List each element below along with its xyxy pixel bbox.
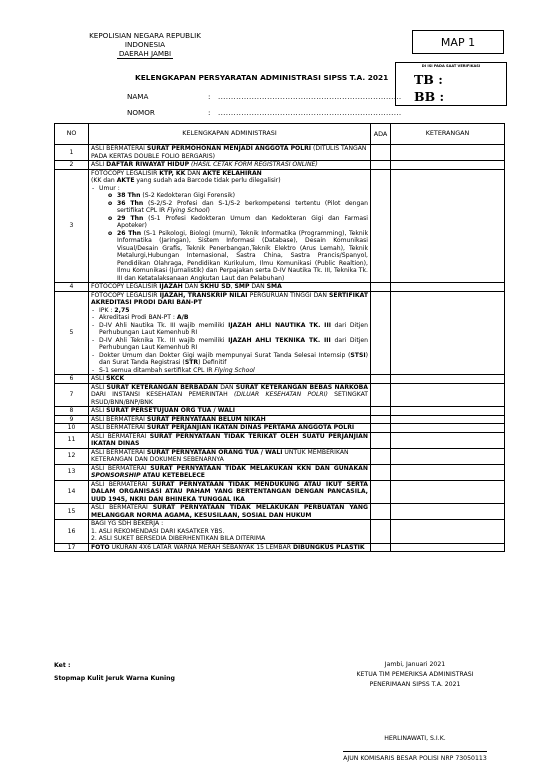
keterangan-cell[interactable] (391, 543, 505, 552)
requirement-2: ASLI DAFTAR RIWAYAT HIDUP (HASIL CETAK FORM REGISTRASI ONLINE) (89, 161, 371, 170)
keterangan-cell[interactable] (391, 375, 505, 384)
table-row: 9 ASLI BERMATERAI SURAT PERNYATAAN BELUM NIKAH (55, 415, 505, 424)
keterangan-cell[interactable] (391, 448, 505, 464)
table-row: 13 ASLI BERMATERAI SURAT PERNYATAAN TIDAK MELAKUKAN KKN DAN GUNAKAN SPONSORSHIP ATAU KETEBELECE (55, 464, 505, 480)
requirement-8: ASLI SURAT PERSETUJUAN ORG TUA / WALI (89, 407, 371, 416)
keterangan-cell[interactable] (391, 504, 505, 520)
keterangan-cell[interactable] (391, 145, 505, 161)
requirement-10: ASLI BERMATERAI SURAT PERJANJIAN IKATAN DINAS PERTAMA ANGGOTA POLRI (89, 424, 371, 433)
requirement-6: ASLI SKCK (89, 375, 371, 384)
nomor-colon: : (208, 108, 211, 117)
requirement-13: ASLI BERMATERAI SURAT PERNYATAAN TIDAK MELAKUKAN KKN DAN GUNAKAN SPONSORSHIP ATAU KETEBELECE (89, 464, 371, 480)
ada-check[interactable] (371, 383, 391, 407)
table-row: 2 ASLI DAFTAR RIWAYAT HIDUP (HASIL CETAK FORM REGISTRASI ONLINE) (55, 161, 505, 170)
verification-box (395, 62, 507, 106)
verification-caption: DI ISI PADA SAAT VERIFIKASI (421, 64, 481, 68)
ada-check[interactable] (371, 161, 391, 170)
requirement-3: FOTOCOPY LEGALISIR KTP, KK DAN AKTE KELAHIRAN (KK dan AKTE yang sudah ada Barcode tidak perlu dilegalisir) - Umur : o 38 Thn (S-2 Kedokteran Gigi Forensik) o 36 Thn (S-2/S-2 Profesi dan S-1/S-2 berkompetensi tertentu (Pilot dengan sertifikat CPL IR Flying School) o 29 Thn (S-1 Profesi Kedokteran Umum dan Kedokteran Gigi dan Farmasi Apoteker) o 26 Thn (S-1 Psikologi, Biologi (murni), Teknik Informatika (Programming), Teknik Informatika (Jaringan), Sistem Informasi (Database), Desain Komunikasi Visual/Desain Grafis, Teknik Penerbangan,Teknik Elektro (Arus Lemah), Teknik Metalurgi,Hubungan Internasional, Sastra China, Sastra Prancis/Spanyol, Pendidikan Olahraga, Pendidikan Kurikulum, Ilmu Komunikasi (Public Realtion), Ilmu Komunikasi (Jurnalistik) dan Perpajakan serta D-IV Nautika Tk. III, Teknika Tk. III dan Ketatalaksanaan Angkutan Laut dan Pelabuhan) (89, 169, 371, 283)
signer-block (320, 733, 510, 764)
table-row: 8 ASLI SURAT PERSETUJUAN ORG TUA / WALI (55, 407, 505, 416)
keterangan-cell[interactable] (391, 480, 505, 504)
col-item: KELENGKAPAN ADMINISTRASI (89, 124, 371, 145)
ketua-title-2: PENERIMAAN SIPSS T.A. 2021 (369, 681, 461, 688)
requirement-5: FOTOCOPY LEGALISIR IJAZAH, TRANSKRIP NILAI PERGURUAN TINGGI DAN SERTIFIKAT AKREDITASI PRODI DARI BAN-PT - IPK : 2,75 - Akreditasi Prodi BAN-PT : A/B - D-IV Ahli Nautika Tk. III wajib memiliki IJAZAH AHLI NAUTIKA TK. III dari Ditjen Perhubungan Laut Kemenhub RI - D-IV Ahli Teknika Tk. III wajib memiliki IJAZAH AHLI TEKNIKA TK. III dari Ditjen Perhubungan Laut Kemenhub RI - Dokter Umum dan Dokter Gigi wajib mempunyai Surat Tanda Selesai Internsip (STSI) dan Surat Tanda Registrasi (STR) Definitif - S-1 semua ditambah sertifikat CPL IR Flying School (89, 291, 371, 375)
table-row: 15 ASLI BERMATERAI SURAT PERNYATAAN TIDAK MELAKUKAN PERBUATAN YANG MELANGGAR NORMA AGAMA, KESUSILAAN, SOSIAL DAN HUKUM (55, 504, 505, 520)
footer-stopmap: Stopmap Kulit Jeruk Warna Kuning (54, 675, 175, 682)
table-row: 6 ASLI SKCK (55, 375, 505, 384)
table-row: 4 FOTOCOPY LEGALISIR IJAZAH DAN SKHU SD, SMP DAN SMA (55, 283, 505, 292)
ada-check[interactable] (371, 424, 391, 433)
ada-check[interactable] (371, 283, 391, 292)
signer-name: HERLINAWATI, S.I.K. (384, 735, 446, 742)
keterangan-cell[interactable] (391, 415, 505, 424)
ada-check[interactable] (371, 415, 391, 424)
keterangan-cell[interactable] (391, 520, 505, 544)
ada-check[interactable] (371, 543, 391, 552)
requirement-17: FOTO UKURAN 4X6 LATAR WARNA MERAH SEBANYAK 15 LEMBAR DIBUNGKUS PLASTIK (89, 543, 371, 552)
nama-colon: : (208, 92, 211, 101)
ada-check[interactable] (371, 407, 391, 416)
requirements-table (54, 123, 505, 552)
table-header-row (55, 124, 505, 145)
table-row: 16 BAGI YG SDH BEKERJA : 1. ASLI REKOMENDASI DARI KASATKER YBS. 2. ASLI SUKET BERSEDIA DIBERHENTIKAN BILA DITERIMA (55, 520, 505, 544)
keterangan-cell[interactable] (391, 424, 505, 433)
requirement-9: ASLI BERMATERAI SURAT PERNYATAAN BELUM NIKAH (89, 415, 371, 424)
tb-label: TB : (414, 72, 443, 87)
ada-check[interactable] (371, 375, 391, 384)
table-row: 1 ASLI BERMATERAI SURAT PERMOHONAN MENJADI ANGGOTA POLRI (DITULIS TANGAN PADA KERTAS DOUBLE FOLIO BERGARIS) (55, 145, 505, 161)
keterangan-cell[interactable] (391, 383, 505, 407)
table-row: 17 FOTO UKURAN 4X6 LATAR WARNA MERAH SEBANYAK 15 LEMBAR DIBUNGKUS PLASTIK (55, 543, 505, 552)
table-row: 10 ASLI BERMATERAI SURAT PERJANJIAN IKATAN DINAS PERTAMA ANGGOTA POLRI (55, 424, 505, 433)
col-ket: KETERANGAN (391, 124, 505, 145)
nama-field: ....................................................................... (218, 92, 402, 101)
ada-check[interactable] (371, 291, 391, 375)
signature-block (330, 660, 500, 690)
ada-check[interactable] (371, 432, 391, 448)
map-label: MAP 1 (412, 30, 504, 54)
letterhead-line-3: DAERAH JAMBI (118, 49, 172, 58)
letterhead (70, 31, 220, 59)
keterangan-cell[interactable] (391, 464, 505, 480)
ada-check[interactable] (371, 169, 391, 283)
document-title: KELENGKAPAN PERSYARATAN ADMINISTRASI SIPSS T.A. 2021 (135, 73, 389, 82)
requirement-15: ASLI BERMATERAI SURAT PERNYATAAN TIDAK MELAKUKAN PERBUATAN YANG MELANGGAR NORMA AGAMA, KESUSILAAN, SOSIAL DAN HUKUM (89, 504, 371, 520)
footer-ket: Ket : (54, 662, 71, 669)
keterangan-cell[interactable] (391, 161, 505, 170)
requirement-16: BAGI YG SDH BEKERJA : 1. ASLI REKOMENDASI DARI KASATKER YBS. 2. ASLI SUKET BERSEDIA DIBERHENTIKAN BILA DITERIMA (89, 520, 371, 544)
requirement-7: ASLI SURAT KETERANGAN BERBADAN DAN SURAT KETERANGAN BEBAS NARKOBA DARI INSTANSI KESEHATAN PEMERINTAH (DILUAR KESEHATAN POLRI) SETINGKAT RSUD/BNN/BNP/BNK (89, 383, 371, 407)
nomor-field: ....................................................................... (218, 108, 402, 117)
table-row: 11 ASLI BERMATERAI SURAT PERNYATAAN TIDAK TERIKAT OLEH SUATU PERJANJIAN IKATAN DINAS (55, 432, 505, 448)
letterhead-line-2: INDONESIA (124, 40, 166, 49)
table-row: 14 ASLI BERMATERAI SURAT PERNYATAAN TIDAK MENDUKUNG ATAU IKUT SERTA DALAM ORGANISASI ATAU PAHAM YANG BERTENTANGAN DENGAN PANCASILA, UUD 1945, NKRI DAN BHINEKA TUNGGAL IKA (55, 480, 505, 504)
requirement-1: ASLI BERMATERAI SURAT PERMOHONAN MENJADI ANGGOTA POLRI (DITULIS TANGAN PADA KERTAS DOUBLE FOLIO BERGARIS) (89, 145, 371, 161)
nama-label: NAMA (127, 92, 149, 101)
table-row: 12 ASLI BERMATERAI SURAT PERNYATAAN ORANG TUA / WALI UNTUK MEMBERIKAN KETERANGAN DAN DOKUMEN SEBENARNYA (55, 448, 505, 464)
table-row: 3 FOTOCOPY LEGALISIR KTP, KK DAN AKTE KELAHIRAN (KK dan AKTE yang sudah ada Barcode tidak perlu dilegalisir) - Umur : o 38 Thn (S-2 Kedokteran Gigi Forensik) o 36 Thn (S-2/S-2 Profesi dan S-1/S-2 berkompetensi tertentu (Pilot dengan sertifikat CPL IR Flying School) o 29 Thn (S-1 Profesi Kedokteran Umum dan Kedokteran Gigi dan Farmasi Apoteker) o 26 Thn (S-1 Psikologi, Biologi (murni), Teknik Informatika (Programming), Teknik Informatika (Jaringan), Sistem Informasi (Database), Desain Komunikasi Visual/Desain Grafis, Teknik Penerbangan,Teknik Elektro (Arus Lemah), Teknik Metalurgi,Hubungan Internasional, Sastra China, Sastra Prancis/Spanyol, Pendidikan Olahraga, Pendidikan Kurikulum, Ilmu Komunikasi (Public Realtion), Ilmu Komunikasi (Jurnalistik) dan Perpajakan serta D-IV Nautika Tk. III, Teknika Tk. III dan Ketatalaksanaan Angkutan Laut dan Pelabuhan) (55, 169, 505, 283)
col-ada: ADA (371, 124, 391, 145)
keterangan-cell[interactable] (391, 407, 505, 416)
nomor-label: NOMOR (127, 108, 155, 117)
requirement-4: FOTOCOPY LEGALISIR IJAZAH DAN SKHU SD, SMP DAN SMA (89, 283, 371, 292)
bb-label: BB : (414, 89, 445, 104)
table-row: 7 ASLI SURAT KETERANGAN BERBADAN DAN SURAT KETERANGAN BEBAS NARKOBA DARI INSTANSI KESEHATAN PEMERINTAH (DILUAR KESEHATAN POLRI) SETINGKAT RSUD/BNN/BNP/BNK (55, 383, 505, 407)
ada-check[interactable] (371, 520, 391, 544)
keterangan-cell[interactable] (391, 291, 505, 375)
signer-rank: AJUN KOMISARIS BESAR POLISI NRP 73050113 (343, 751, 487, 764)
table-row: 5 FOTOCOPY LEGALISIR IJAZAH, TRANSKRIP NILAI PERGURUAN TINGGI DAN SERTIFIKAT AKREDITASI PRODI DARI BAN-PT - IPK : 2,75 - Akreditasi Prodi BAN-PT : A/B - D-IV Ahli Nautika Tk. III wajib memiliki IJAZAH AHLI NAUTIKA TK. III dari Ditjen Perhubungan Laut Kemenhub RI - D-IV Ahli Teknika Tk. III wajib memiliki IJAZAH AHLI TEKNIKA TK. III dari Ditjen Perhubungan Laut Kemenhub RI - Dokter Umum dan Dokter Gigi wajib mempunyai Surat Tanda Selesai Internsip (STSI) dan Surat Tanda Registrasi (STR) Definitif - S-1 semua ditambah sertifikat CPL IR Flying School (55, 291, 505, 375)
ada-check[interactable] (371, 464, 391, 480)
letterhead-line-1: KEPOLISIAN NEGARA REPUBLIK (89, 31, 201, 40)
ada-check[interactable] (371, 448, 391, 464)
ada-check[interactable] (371, 504, 391, 520)
requirement-12: ASLI BERMATERAI SURAT PERNYATAAN ORANG TUA / WALI UNTUK MEMBERIKAN KETERANGAN DAN DOKUMEN SEBENARNYA (89, 448, 371, 464)
col-no: NO (55, 124, 89, 145)
ada-check[interactable] (371, 145, 391, 161)
place-date: Jambi, Januari 2021 (384, 661, 446, 668)
keterangan-cell[interactable] (391, 283, 505, 292)
keterangan-cell[interactable] (391, 169, 505, 283)
requirement-14: ASLI BERMATERAI SURAT PERNYATAAN TIDAK MENDUKUNG ATAU IKUT SERTA DALAM ORGANISASI ATAU PAHAM YANG BERTENTANGAN DENGAN PANCASILA, UUD 1945, NKRI DAN BHINEKA TUNGGAL IKA (89, 480, 371, 504)
requirement-11: ASLI BERMATERAI SURAT PERNYATAAN TIDAK TERIKAT OLEH SUATU PERJANJIAN IKATAN DINAS (89, 432, 371, 448)
keterangan-cell[interactable] (391, 432, 505, 448)
ketua-title-1: KETUA TIM PEMERIKSA ADMINISTRASI (356, 671, 474, 678)
ada-check[interactable] (371, 480, 391, 504)
